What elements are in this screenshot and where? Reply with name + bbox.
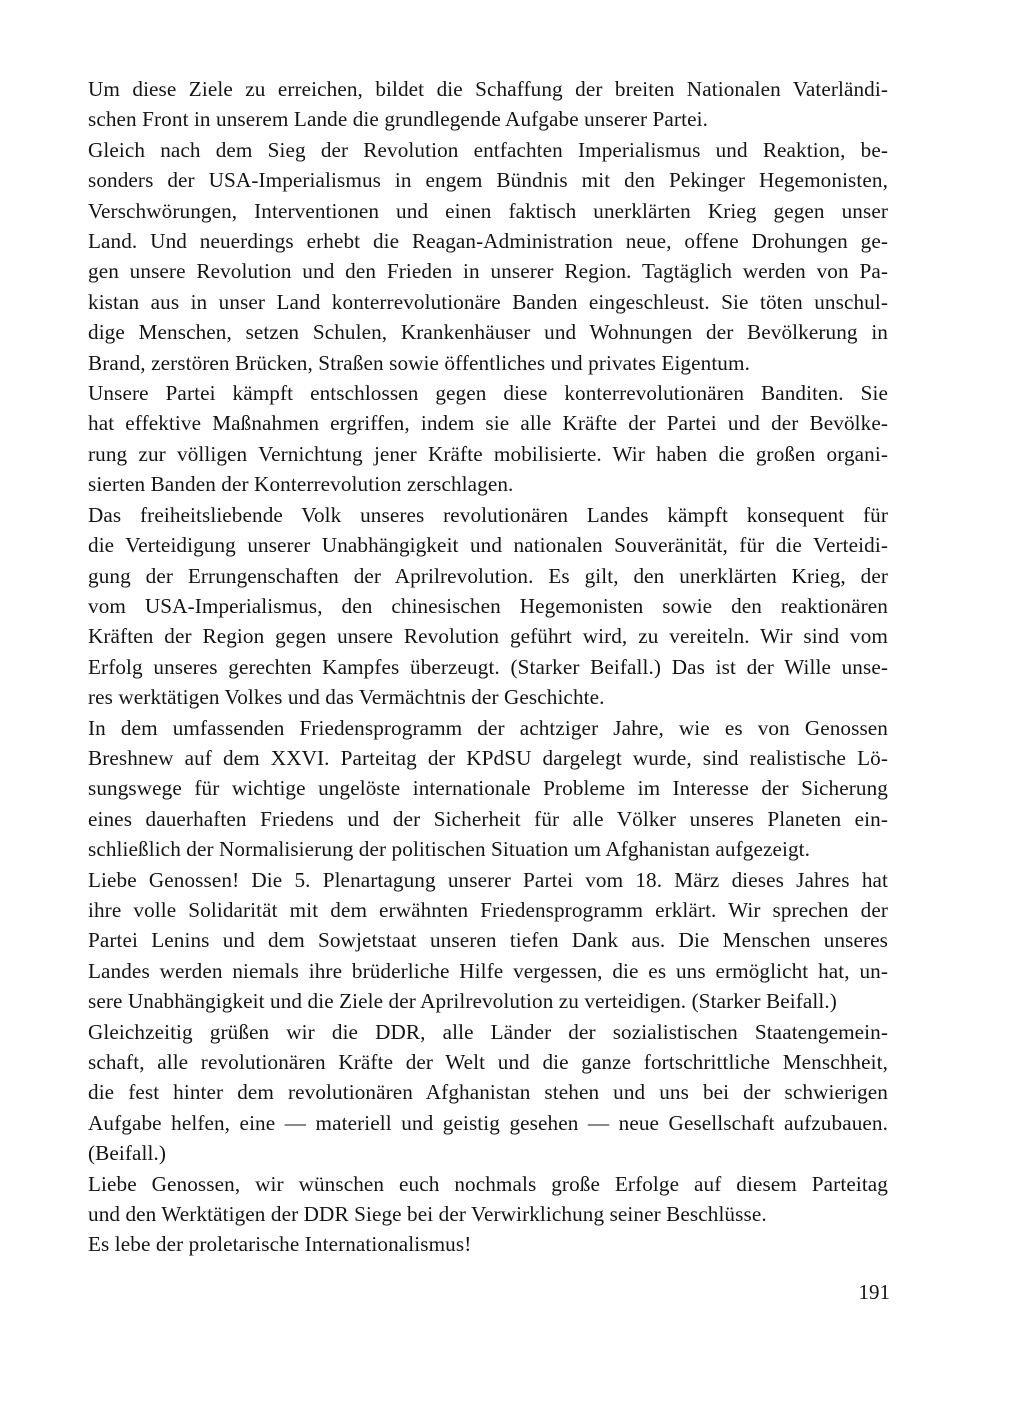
text-line: vom USA-Imperialismus, den chinesischen Hegemonisten sowie den reaktionären — [88, 593, 888, 618]
text-line: In dem umfassenden Friedensprogramm der achtziger Jahre, wie es von Genossen — [88, 715, 888, 740]
text-line: sere Unabhängigkeit und die Ziele der Aprilrevolution zu verteidigen. (Starker Beifall.) — [88, 989, 837, 1014]
text-line: sungswege für wichtige ungelöste internationale Probleme im Interesse der Sicherung — [88, 776, 888, 801]
text-line: Erfolg unseres gerechten Kampfes überzeugt. (Starker Beifall.) Das ist der Wille unse- — [88, 654, 888, 679]
text-line: Gleich nach dem Sieg der Revolution entfachten Imperialismus und Reaktion, be- — [88, 137, 888, 162]
text-line: Kräften der Region gegen unsere Revolution geführt wird, zu vereiteln. Wir sind vom — [88, 624, 888, 649]
paragraph-9 — [88, 1229, 888, 1259]
text-line: sonders der USA-Imperialismus in engem Bündnis mit den Pekinger Hegemonisten, — [88, 168, 888, 193]
text-line: Unsere Partei kämpft entschlossen gegen diese konterrevolutionären Banditen. Sie — [88, 381, 888, 406]
paragraph-8 — [88, 1169, 888, 1230]
text-line: die Verteidigung unserer Unabhängigkeit und nationalen Souveränität, für die Verteidi- — [88, 533, 888, 558]
text-line: Das freiheitsliebende Volk unseres revolutionären Landes kämpft konsequent für — [88, 502, 888, 527]
text-line: sierten Banden der Konterrevolution zerschlagen. — [88, 472, 514, 497]
text-line: kistan aus in unser Land konterrevolutionäre Banden eingeschleust. Sie töten unschul- — [88, 289, 888, 314]
body-text — [88, 74, 888, 1260]
text-line: schaft, alle revolutionären Kräfte der Welt und die ganze fortschrittliche Menschheit, — [88, 1050, 888, 1074]
paragraph-5 — [88, 713, 888, 865]
text-line: schließlich der Normalisierung der politischen Situation um Afghanistan aufgezeigt. — [88, 837, 811, 862]
text-line: Land. Und neuerdings erhebt die Reagan-Administration neue, offene Drohungen ge- — [88, 229, 888, 254]
text-line: eines dauerhaften Friedens und der Sicherheit für alle Völker unseres Planeten ein- — [88, 806, 888, 831]
paragraph-7 — [88, 1017, 888, 1169]
text-line: (Beifall.) — [88, 1141, 167, 1166]
text-line: Verschwörungen, Interventionen und einen faktisch unerklärten Krieg gegen unser — [88, 198, 888, 223]
paragraph-1 — [88, 74, 888, 135]
text-line: Liebe Genossen, wir wünschen euch nochmals große Erfolge auf diesem Parteitag — [88, 1171, 888, 1196]
text-line: res werktätigen Volkes und das Vermächtnis der Geschichte. — [88, 685, 605, 710]
text-line: Um diese Ziele zu erreichen, bildet die Schaffung der breiten Nationalen Vaterländi- — [88, 77, 888, 101]
text-line: Gleichzeitig grüßen wir die DDR, alle Länder der sozialistischen Staatengemein- — [88, 1019, 888, 1044]
text-line: Aufgabe helfen, eine — materiell und geistig gesehen — neue Gesellschaft aufzubauen. — [88, 1110, 888, 1135]
text-line: dige Menschen, setzen Schulen, Krankenhäuser und Wohnungen der Bevölkerung in — [88, 320, 888, 345]
text-line: Partei Lenins und dem Sowjetstaat unseren tiefen Dank aus. Die Menschen unseres — [88, 928, 888, 953]
text-line: gen unsere Revolution und den Frieden in unserer Region. Tagtäglich werden von Pa- — [88, 259, 888, 284]
paragraph-4 — [88, 500, 888, 713]
text-line: rung zur völligen Vernichtung jener Kräfte mobilisierte. Wir haben die großen organi- — [88, 441, 888, 466]
text-line: ihre volle Solidarität mit dem erwähnten Friedensprogramm erklärt. Wir sprechen der — [88, 897, 888, 922]
text-line: hat effektive Maßnahmen ergriffen, indem sie alle Kräfte der Partei und der Bevölke- — [88, 411, 888, 436]
text-line: gung der Errungenschaften der Aprilrevolution. Es gilt, den unerklärten Krieg, der — [88, 563, 888, 588]
paragraph-6 — [88, 865, 888, 1017]
text-line: Es lebe der proletarische Internationalismus! — [88, 1232, 472, 1257]
text-line: und den Werktätigen der DDR Siege bei der Verwirklichung seiner Beschlüsse. — [88, 1202, 767, 1227]
text-line: schen Front in unserem Lande die grundlegende Aufgabe unserer Partei. — [88, 107, 708, 132]
text-line: Liebe Genossen! Die 5. Plenartagung unserer Partei vom 18. März dieses Jahres hat — [88, 867, 888, 892]
text-line: Brand, zerstören Brücken, Straßen sowie öffentliches und privates Eigentum. — [88, 350, 750, 375]
text-line: die fest hinter dem revolutionären Afghanistan stehen und uns bei der schwierigen — [88, 1080, 888, 1105]
text-line: Landes werden niemals ihre brüderliche Hilfe vergessen, die es uns ermöglicht hat, un- — [88, 958, 888, 983]
paragraph-3 — [88, 378, 888, 500]
text-line: Breshnew auf dem XXVI. Parteitag der KPdSU dargelegt wurde, sind realistische Lö- — [88, 745, 888, 770]
page-number: 191 — [858, 1280, 890, 1304]
paragraph-2 — [88, 135, 888, 378]
